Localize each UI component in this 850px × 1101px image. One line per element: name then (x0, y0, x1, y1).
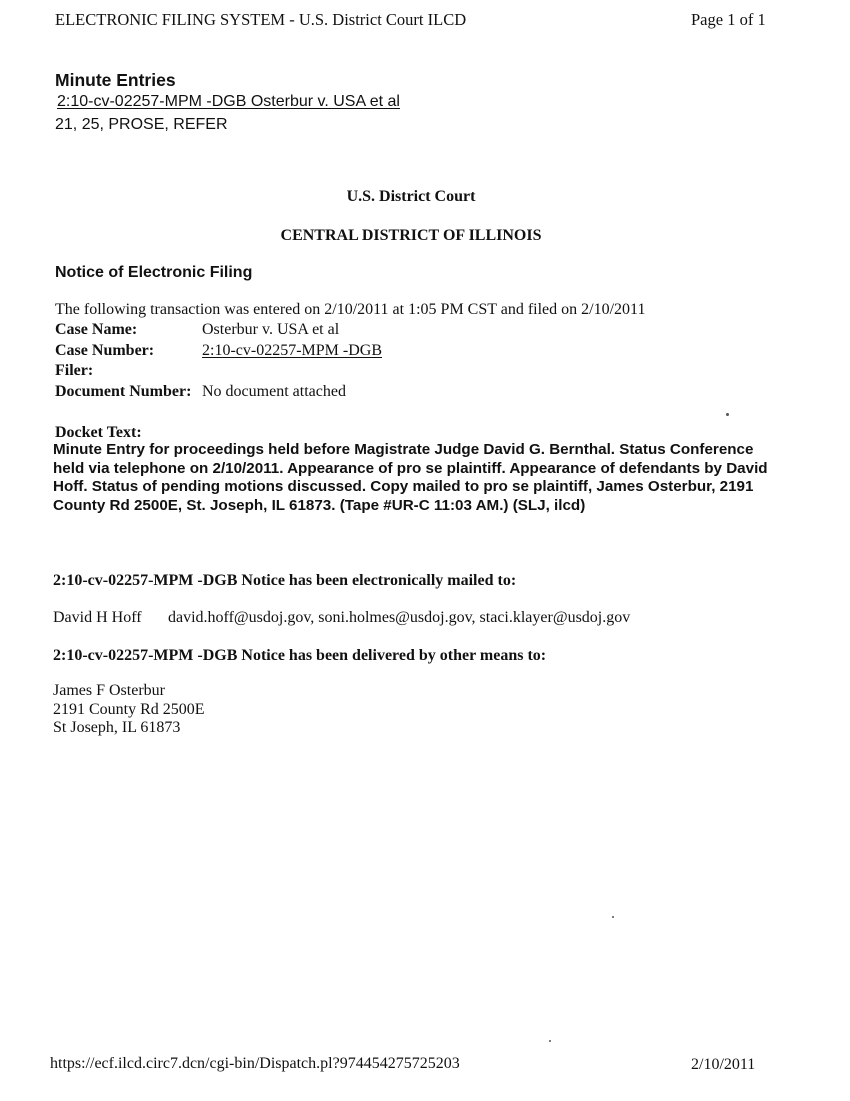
other-means-recipient-name: James F Osterbur (53, 682, 165, 699)
scan-speck (726, 413, 729, 416)
transaction-statement: The following transaction was entered on 2/10/2011 at 1:05 PM CST and filed on 2/10/2011 (55, 301, 646, 318)
electronic-mail-heading: 2:10-cv-02257-MPM -DGB Notice has been electronically mailed to: (53, 572, 517, 589)
scan-speck (549, 1040, 551, 1042)
print-footer-url: https://ecf.ilcd.circ7.dcn/cgi-bin/Dispatch.pl?974454275725203 (50, 1055, 460, 1072)
docket-text-body: Minute Entry for proceedings held before Magistrate Judge David G. Bernthal. Status Conference held via telephone on 2/10/2011. Appearance of pro se plaintiff. Appearance of defendants by David Hoff. Status of pending motions discussed. Copy mailed to pro se plaintiff, James Osterbur, 2191 County Rd 2500E, St. Joseph, IL 61873. (Tape #UR-C 11:03 AM.) (SLJ, ilcd) (53, 441, 768, 514)
other-means-address-line-1: 2191 County Rd 2500E (53, 701, 205, 718)
document-number-label: Document Number: (55, 383, 192, 400)
filer-label: Filer: (55, 362, 94, 379)
court-name-heading: U.S. District Court (346, 188, 476, 205)
case-number-label: Case Number: (55, 342, 155, 359)
minute-entries-title: Minute Entries (55, 70, 176, 90)
print-footer-date: 2/10/2011 (691, 1056, 756, 1073)
electronic-mail-recipient-name: David H Hoff (53, 609, 142, 626)
case-name-value: Osterbur v. USA et al (202, 321, 340, 338)
document-number-value: No document attached (202, 383, 346, 400)
case-flags: 21, 25, PROSE, REFER (55, 116, 228, 133)
court-district-heading: CENTRAL DISTRICT OF ILLINOIS (280, 227, 542, 244)
electronic-mail-recipient-addresses: david.hoff@usdoj.gov, soni.holmes@usdoj.gov, staci.klayer@usdoj.gov (168, 609, 631, 626)
case-title-link[interactable]: 2:10-cv-02257-MPM -DGB Osterbur v. USA et al (57, 93, 400, 110)
case-number-link[interactable]: 2:10-cv-02257-MPM -DGB (202, 342, 382, 359)
scan-speck (612, 916, 614, 918)
print-header-page-indicator: Page 1 of 1 (691, 10, 766, 29)
case-name-label: Case Name: (55, 321, 138, 338)
notice-title: Notice of Electronic Filing (55, 264, 253, 281)
other-means-heading: 2:10-cv-02257-MPM -DGB Notice has been delivered by other means to: (53, 647, 547, 664)
other-means-address-line-2: St Joseph, IL 61873 (53, 719, 181, 736)
docket-text-label: Docket Text: (55, 424, 142, 441)
print-header-title: ELECTRONIC FILING SYSTEM - U.S. District Court ILCD (55, 10, 467, 29)
